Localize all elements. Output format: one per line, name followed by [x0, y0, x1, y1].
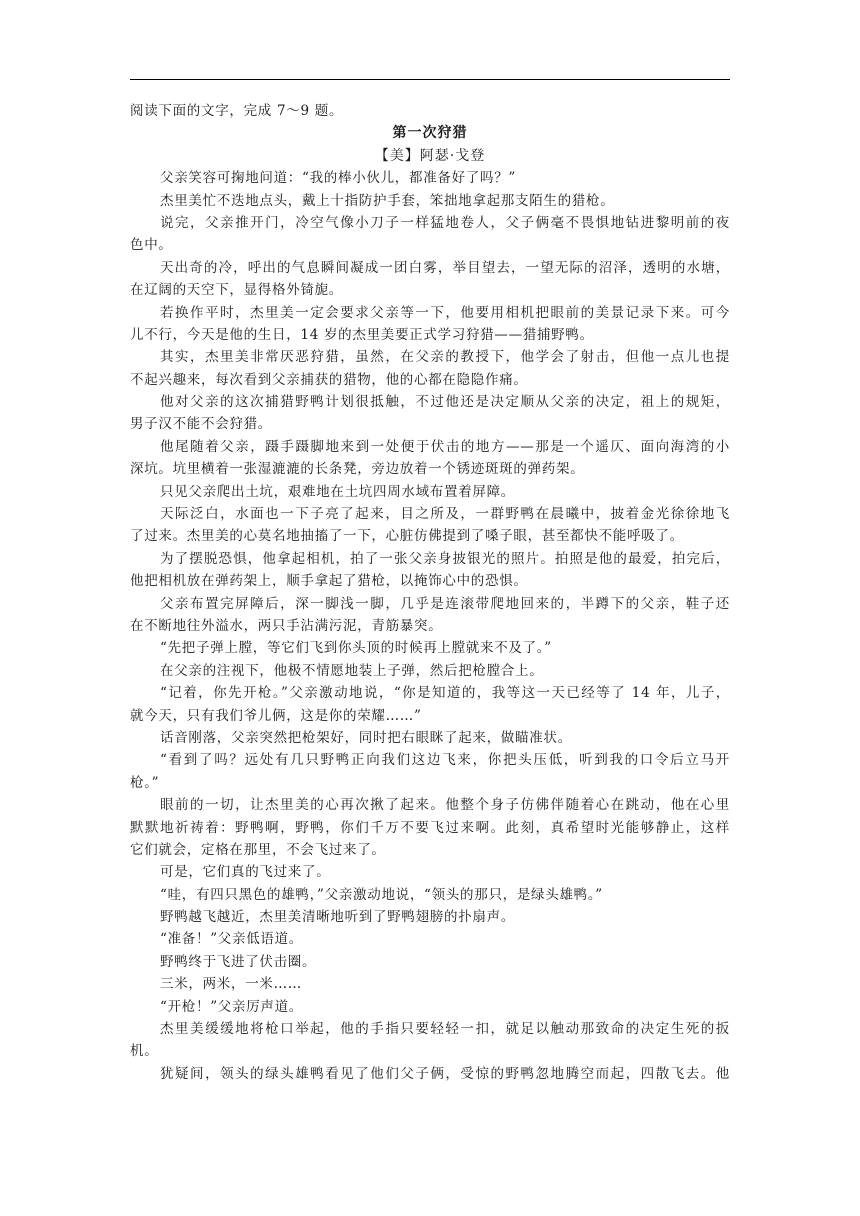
text-line: 在父亲的注视下，他极不情愿地装上子弹，然后把枪膛合上。 [160, 662, 544, 679]
text-line: 儿不行，今天是他的生日，14 岁的杰里美要正式学习狩猎——猎捕野鸭。 [130, 326, 594, 343]
text-line: “看到了吗？远处有几只野鸭正向我们这边飞来，你把头压低，听到我的口令后立马开 [160, 752, 730, 769]
article-lines [130, 167, 730, 1085]
text-line: 机。 [130, 1043, 159, 1060]
text-line: 它们就会，定格在那里，不会飞过来了。 [130, 841, 386, 858]
text-line: 父亲笑容可掬地问道：“我的棒小伙儿，都准备好了吗？” [160, 170, 517, 187]
header-rule [130, 79, 730, 80]
text-line: 若换作平时，杰里美一定会要求父亲等一下，他要用相机把眼前的美景记录下来。可今 [160, 304, 730, 321]
text-line: 色中。 [130, 237, 173, 254]
document-page [130, 0, 732, 1216]
text-line: “哇，有四只黑色的雄鸭，”父亲激动地说，“领头的那只，是绿头雄鸭。” [160, 886, 603, 903]
text-line: 不起兴趣来，每次看到父亲捕获的猎物，他的心都在隐隐作痛。 [130, 371, 528, 388]
text-line: 野鸭终于飞进了伏击圈。 [160, 953, 317, 970]
text-line: 只见父亲爬出土坑，艰难地在土坑四周水域布置着屏障。 [160, 483, 515, 500]
text-line: 天出奇的冷，呼出的气息瞬间凝成一团白雾，举目望去，一望无际的沼泽，透明的水塘， [160, 259, 730, 276]
text-line: 默默地祈祷着：野鸭啊，野鸭，你们千万不要飞过来啊。此刻，真希望时光能够静止，这样 [130, 819, 730, 836]
text-line: 为了摆脱恐惧，他拿起相机，拍了一张父亲身披银光的照片。拍照是他的最爱，拍完后， [160, 550, 730, 567]
text-line: 杰里美缓缓地将枪口举起，他的手指只要轻轻一扣，就足以触动那致命的决定生死的扳 [160, 1021, 730, 1038]
text-line: 天际泛白，水面也一下子亮了起来，目之所及，一群野鸭在晨曦中，披着金光徐徐地飞 [160, 506, 730, 523]
text-line: 眼前的一切，让杰里美的心再次揪了起来。他整个身子仿佛伴随着心在跳动，他在心里 [160, 797, 730, 814]
text-line: 他尾随着父亲，蹑手蹑脚地来到一处便于伏击的地方——那是一个遥仄、面向海湾的小 [160, 438, 730, 455]
text-line: 在不断地往外溢水，两只手沾满污泥，青筋暴突。 [130, 617, 443, 634]
text-line: 男子汉不能不会狩猎。 [130, 416, 272, 433]
text-line: “开枪！”父亲厉声道。 [160, 998, 304, 1015]
text-line: 三米，两米，一米…… [160, 976, 302, 993]
text-line: 在辽阔的天空下，显得格外锜旎。 [130, 282, 343, 299]
text-line: 其实，杰里美非常厌恶狩猎，虽然，在父亲的教授下，他学会了射击，但他一点儿也提 [160, 349, 730, 366]
text-line: 父亲布置完屏障后，深一脚浅一脚，几乎是连滚带爬地回来的，半蹲下的父亲，鞋子还 [160, 595, 730, 612]
text-line: “先把子弹上膛，等它们飞到你头顶的时候再上膛就来不及了。” [160, 640, 552, 657]
text-line: 犹疑间，领头的绿头雄鸭看见了他们父子俩，受惊的野鸭忽地腾空而起，四散飞去。他 [160, 1065, 730, 1082]
text-line: 他把相机放在弹药架上，顺手拿起了猎枪，以掩饰心中的恐惧。 [130, 573, 528, 590]
text-line: “准备！”父亲低语道。 [160, 931, 304, 948]
article-body [130, 100, 730, 1085]
text-line: 了过来。杰里美的心莫名地抽搐了一下，心脏仿佛提到了嗓子眼，甚至都快不能呼吸了。 [130, 528, 684, 545]
text-line: 野鸭越飞越近，杰里美清晰地听到了野鸭翅膀的扑扇声。 [160, 909, 515, 926]
text-line: 可是，它们真的飞过来了。 [160, 864, 331, 881]
text-line: 枪。” [130, 774, 160, 791]
text-line: 说完，父亲推开门，冷空气像小刀子一样猛地卷人，父子俩毫不畏惧地钻进黎明前的夜 [160, 214, 730, 231]
text-line: 杰里美忙不迭地点头，戴上十指防护手套，笨拙地拿起那支陌生的猎枪。 [160, 192, 615, 209]
text-line: 深坑。坑里横着一张湿漉漉的长条凳，旁边放着一个锈迹斑斑的弹药架。 [130, 461, 585, 478]
text-line: 他对父亲的这次捕猎野鸭计划很抵触，不过他还是决定顺从父亲的决定，祖上的规矩， [160, 394, 730, 411]
article-author: 【美】阿瑟·戈登 [374, 147, 486, 164]
instruction-text: 阅读下面的文字，完成 7～9 题。 [130, 103, 344, 119]
article-title: 第一次狩猎 [392, 125, 468, 142]
text-line: “记着，你先开枪。”父亲激动地说，“你是知道的，我等这一天已经等了 14 年，儿子， [160, 685, 730, 702]
text-line: 话音刚落，父亲突然把枪架好，同时把右眼眯了起来，做瞄准状。 [160, 729, 572, 746]
text-line: 就今天，只有我们爷儿俩，这是你的荣耀……” [130, 707, 422, 724]
